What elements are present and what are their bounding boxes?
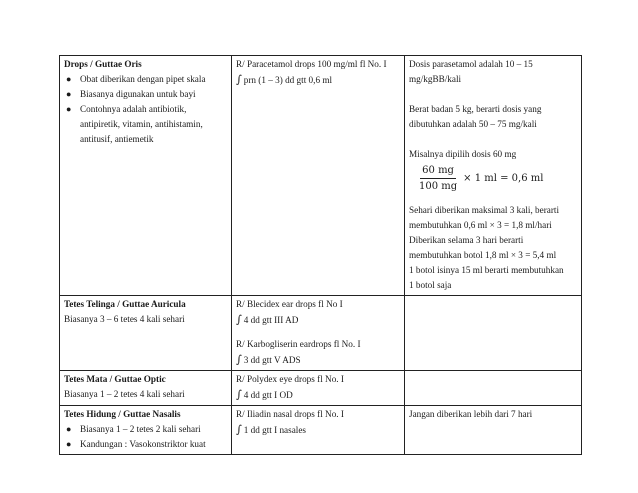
signa-icon: ∫ [236,423,242,436]
rx-line: R/ Paracetamol drops 100 mg/ml fl No. I [236,59,387,69]
prescription-cell [232,296,405,371]
note-line: 1 botol isinya 15 ml berarti membutuhkan [409,265,564,275]
notes-cell [405,296,582,371]
note-line: membutuhkan 0,6 ml × 3 = 1,8 ml/hari [409,220,552,230]
note-line: 1 botol saja [409,280,452,290]
category-cell [60,56,232,296]
signa-icon: ∫ [236,73,242,86]
category-cell [60,406,232,455]
note-line: Dosis parasetamol adalah 10 – 15 [409,59,533,69]
signa-icon: ∫ [236,313,242,326]
list-item: ● Obat diberikan dengan pipet skala [64,72,228,87]
rx-line: R/ Polydex eye drops fl No. I [236,374,344,384]
signa-line: ∫ 4 dd gtt I OD [236,388,293,401]
rx-line: R/ Iliadin nasal drops fl No. I [236,409,344,419]
bullet-list [64,422,228,452]
list-item: ● Kandungan : Vasokonstriktor kuat [64,437,228,452]
fraction-result: × 1 ml = 0,6 ml [463,173,544,184]
signa-line: ∫ 3 dd gtt V ADS [236,353,301,366]
list-item: ● Contohnya adalah antibiotik, antipiretik, vitamin, antihistamin, antitusif, antiemetik [66,104,203,144]
note-line: Sehari diberikan maksimal 3 kali, berarti [409,205,560,215]
signa-icon: ∫ [236,353,242,366]
notes-cell [405,406,582,455]
bullet-icon: ● [66,74,72,84]
notes-cell [405,56,582,296]
rx-line: R/ Karbogliserin eardrops fl No. I [236,339,361,349]
category-cell [60,371,232,406]
bullet-icon: ● [66,89,72,99]
rx-line: R/ Blecidex ear drops fl No I [236,299,343,309]
category-title: Tetes Mata / Guttae Optic [64,374,166,384]
category-title: Tetes Hidung / Guttae Nasalis [64,409,181,419]
fraction-denominator: 100 mg [419,181,458,192]
signa-line: ∫ 1 dd gtt I nasales [236,423,306,436]
note-line: Jangan diberikan lebih dari 7 hari [409,409,533,419]
category-cell [60,296,232,371]
dose-fraction [417,164,543,193]
bullet-icon: ● [66,439,72,449]
list-item: ● Biasanya 1 – 2 tetes 2 kali sehari [64,422,228,437]
list-item: ● Biasanya digunakan untuk bayi [64,87,228,102]
signa-line: ∫ 4 dd gtt III AD [236,313,299,326]
table-row [60,56,582,296]
category-title: Tetes Telinga / Guttae Auricula [64,299,186,309]
prescription-cell [232,56,405,296]
category-text: Biasanya 3 – 6 tetes 4 kali sehari [64,314,185,324]
note-line: mg/kgBB/kali [409,74,462,84]
table-row [60,406,582,455]
signa-icon: ∫ [236,388,242,401]
note-line: dibutuhkan adalah 50 – 75 mg/kali [409,119,537,129]
prescription-cell [232,371,405,406]
note-line: Misalnya dipilih dosis 60 mg [409,149,517,159]
bullet-icon: ● [66,104,72,114]
category-title: Drops / Guttae Oris [64,59,142,69]
note-line: membutuhkan botol 1,8 ml × 3 = 5,4 ml [409,250,557,260]
category-text: Biasanya 1 – 2 tetes 4 kali sehari [64,389,185,399]
notes-cell [405,371,582,406]
signa-line: ∫ prn (1 – 3) dd gtt 0,6 ml [236,73,333,86]
table-row [60,296,582,371]
note-line: Diberikan selama 3 hari berarti [409,235,524,245]
prescription-table [59,55,582,455]
bullet-list [64,72,228,147]
note-line: Berat badan 5 kg, berarti dosis yang [409,104,542,114]
prescription-cell [232,406,405,455]
bullet-icon: ● [66,424,72,434]
table-row [60,371,582,406]
fraction-numerator: 60 mg [420,164,456,179]
